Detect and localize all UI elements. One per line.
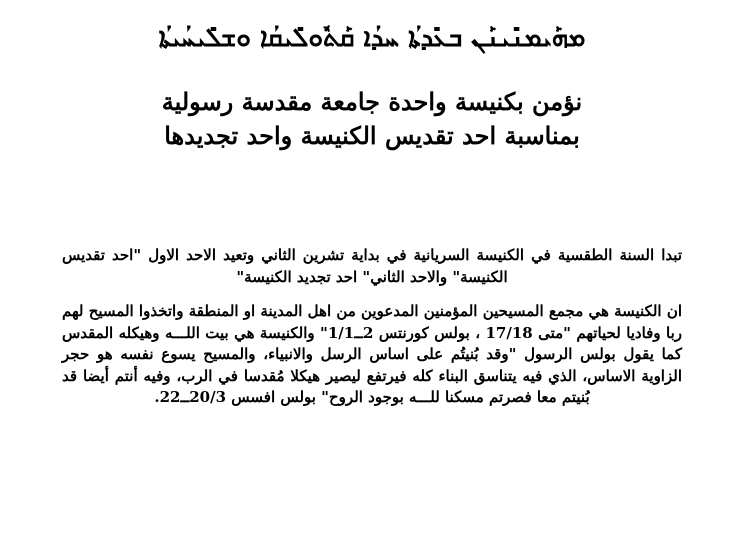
title-line-2: بمناسبة احد تقديس الكنيسة واحد تجديدها <box>164 121 580 150</box>
paragraph-liturgical-year: تبدا السنة الطقسية في الكنيسة السريانية في بداية تشرين الثاني وتعيد الاحد الاول "احد تقديس الكنيسة" والاحد الثاني" احد تجديد الكنيسة" <box>62 246 682 286</box>
body-text <box>62 245 682 409</box>
paragraph-church-definition: ان الكنيسة هي مجمع المسيحين المؤمنين المدعوين من اهل المدينة او المنطقة واتخذوا المسيح لهم ربا وفاديا لحياتهم "متى 17/18 ، بولس كورنتس 2ــ1/1" والكنيسة هي بيت اللـــه وهيكله المقدس كما يقول بولس الرسول "وقد بُنيتُم على اساس الرسل والانبياء، والمسيح يسوع نفسه هو حجر الزاوية الاساس، الذي فيه يتناسق البناء كله فيرتفع ليصير هيكلا مُقدسا في الرب، وفيه أنتم أيضا قد بُنيتم معا فصرتم مسكنا للـــه بوجود الروح" بولس افسس 20/3ــ22. <box>62 302 682 406</box>
syriac-heading: ܡܗܰܝܡܢܺܝܢܰܢ ܒܥܺܕܬܳܐ ܚܕܳܐ ܩܰܬܽܘܠܺܝܩܳܐ ܘܫܠܺܝܚܳܝܬܳܐ <box>158 23 586 53</box>
title-block <box>60 85 684 153</box>
title-line-1: نؤمن بكنيسة واحدة جامعة مقدسة رسولية <box>161 87 583 116</box>
